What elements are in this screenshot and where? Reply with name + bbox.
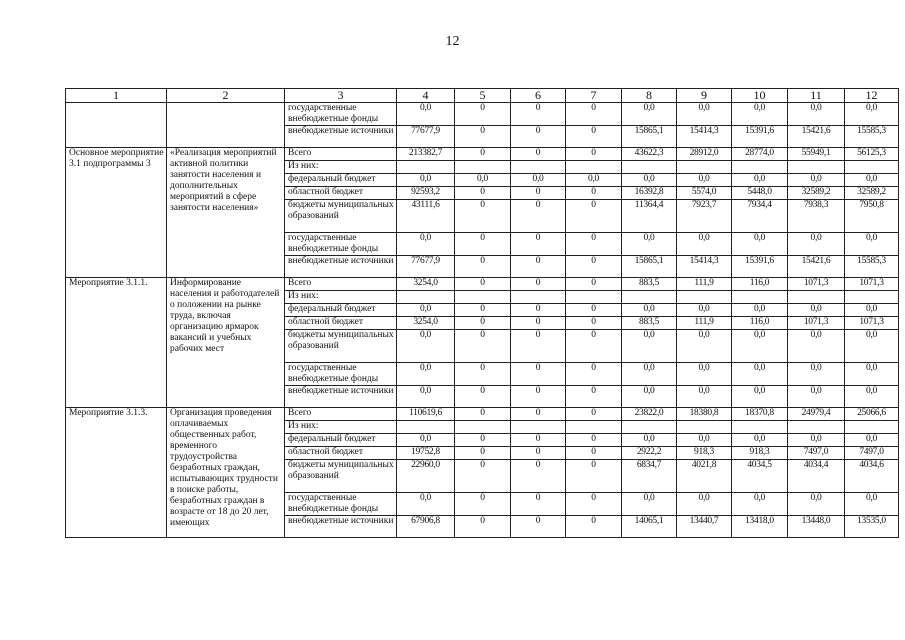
value-cell [622,161,677,174]
funding-source-cell: областной бюджет [285,187,397,200]
value-cell [677,291,732,304]
value-cell: 0,0 [622,233,677,256]
value-cell: 0,0 [788,434,845,447]
value-cell: 16392,8 [622,187,677,200]
value-cell: 5574,0 [677,187,732,200]
funding-source-cell: бюджеты муниципальных образований [285,330,397,363]
column-header: 10 [732,89,788,103]
value-cell [455,421,511,434]
activity-description-cell [167,103,285,148]
value-cell: 0,0 [397,103,455,126]
value-cell: 0 [511,200,566,233]
table-row [66,408,899,421]
value-cell [732,291,788,304]
column-header: 5 [455,89,511,103]
value-cell: 0 [511,317,566,330]
value-cell: 15421,6 [788,256,845,278]
value-cell: 0 [455,363,511,386]
column-header: 7 [566,89,622,103]
value-cell [455,291,511,304]
value-cell: 0 [566,386,622,408]
value-cell [397,421,455,434]
value-cell: 0 [511,103,566,126]
value-cell: 0,0 [788,304,845,317]
value-cell: 56125,3 [845,148,899,161]
value-cell: 0,0 [788,386,845,408]
value-cell: 4034,4 [788,460,845,493]
value-cell [566,291,622,304]
value-cell: 0 [566,187,622,200]
value-cell: 0 [566,516,622,538]
value-cell: 14065,1 [622,516,677,538]
funding-source-cell: внебюджетные источники [285,256,397,278]
value-cell: 0,0 [788,174,845,187]
column-header: 11 [788,89,845,103]
value-cell: 0 [511,148,566,161]
value-cell: 0 [511,516,566,538]
value-cell: 0,0 [732,363,788,386]
value-cell: 2922,2 [622,447,677,460]
value-cell: 110619,6 [397,408,455,421]
value-cell: 11364,4 [622,200,677,233]
value-cell: 4034,5 [732,460,788,493]
value-cell: 0,0 [397,304,455,317]
value-cell: 0,0 [677,434,732,447]
value-cell: 28774,0 [732,148,788,161]
value-cell [788,421,845,434]
value-cell: 7938,3 [788,200,845,233]
funding-source-cell: внебюджетные источники [285,516,397,538]
value-cell: 0,0 [622,434,677,447]
value-cell: 0 [566,304,622,317]
value-cell: 111,9 [677,278,732,291]
value-cell: 55949,1 [788,148,845,161]
value-cell: 0,0 [845,493,899,516]
funding-source-cell: государственные внебюджетные фонды [285,493,397,516]
value-cell [732,161,788,174]
value-cell: 0,0 [677,493,732,516]
table-row [66,103,899,126]
column-header: 2 [167,89,285,103]
value-cell: 3254,0 [397,317,455,330]
value-cell: 0,0 [732,233,788,256]
value-cell: 0,0 [677,174,732,187]
value-cell: 0,0 [622,386,677,408]
value-cell: 43111,6 [397,200,455,233]
value-cell: 0 [455,233,511,256]
value-cell: 0,0 [677,363,732,386]
value-cell [788,161,845,174]
activity-description-cell: «Реализация мероприятий активной политики занятости населения и дополнительных мероприятий в сфере занятости населения» [167,148,285,278]
value-cell: 116,0 [732,278,788,291]
funding-source-cell: государственные внебюджетные фонды [285,233,397,256]
activity-name-cell [66,103,167,148]
funding-source-cell: федеральный бюджет [285,174,397,187]
value-cell: 0,0 [677,233,732,256]
value-cell: 0 [511,408,566,421]
value-cell: 0 [455,330,511,363]
value-cell: 0 [566,493,622,516]
value-cell: 15585,3 [845,126,899,148]
value-cell: 0 [511,460,566,493]
funding-source-cell: государственные внебюджетные фонды [285,363,397,386]
value-cell: 0 [511,256,566,278]
value-cell: 0,0 [732,434,788,447]
value-cell: 15391,6 [732,126,788,148]
value-cell: 0 [455,493,511,516]
value-cell: 116,0 [732,317,788,330]
funding-source-cell: Всего [285,278,397,291]
funding-source-cell: Из них: [285,291,397,304]
value-cell: 918,3 [677,447,732,460]
value-cell: 3254,0 [397,278,455,291]
value-cell: 0,0 [397,434,455,447]
value-cell: 0 [566,126,622,148]
value-cell: 0 [455,386,511,408]
value-cell: 0,0 [511,174,566,187]
value-cell: 0 [566,233,622,256]
value-cell [566,421,622,434]
value-cell: 28912,0 [677,148,732,161]
value-cell: 0,0 [732,174,788,187]
value-cell: 0 [566,460,622,493]
funding-source-cell: Всего [285,408,397,421]
value-cell: 13418,0 [732,516,788,538]
value-cell: 0 [455,103,511,126]
value-cell: 7923,7 [677,200,732,233]
value-cell [397,161,455,174]
value-cell: 0,0 [845,386,899,408]
value-cell: 0,0 [677,386,732,408]
value-cell: 0 [566,200,622,233]
value-cell: 0,0 [788,330,845,363]
value-cell: 0,0 [788,363,845,386]
value-cell: 0,0 [677,330,732,363]
value-cell: 0,0 [397,386,455,408]
value-cell: 18370,8 [732,408,788,421]
value-cell: 0 [455,304,511,317]
value-cell: 0,0 [732,304,788,317]
value-cell: 18380,8 [677,408,732,421]
value-cell: 0 [455,278,511,291]
column-header: 6 [511,89,566,103]
activity-description-cell: Организация проведения оплачиваемых общественных работ, временного трудоустройства безработных граждан, испытывающих трудности в поиске работы, безработных граждан в возрасте от 18 до 20 лет, имеющих [167,408,285,538]
funding-source-cell: Из них: [285,421,397,434]
activity-name-cell: Основное мероприятие 3.1 подпрограммы 3 [66,148,167,278]
value-cell: 0 [455,256,511,278]
value-cell: 0 [455,148,511,161]
value-cell: 0 [455,200,511,233]
table-body [66,103,899,538]
value-cell: 0 [455,447,511,460]
value-cell: 0,0 [732,493,788,516]
value-cell: 0 [566,148,622,161]
value-cell: 0 [455,317,511,330]
value-cell: 0,0 [622,103,677,126]
value-cell: 0,0 [677,103,732,126]
value-cell: 0 [511,434,566,447]
funding-source-cell: бюджеты муниципальных образований [285,200,397,233]
value-cell: 0,0 [566,174,622,187]
value-cell: 918,3 [732,447,788,460]
value-cell: 1071,3 [845,317,899,330]
value-cell [845,161,899,174]
funding-source-cell: федеральный бюджет [285,304,397,317]
value-cell: 0 [511,233,566,256]
value-cell: 0,0 [845,363,899,386]
value-cell: 213382,7 [397,148,455,161]
column-header: 12 [845,89,899,103]
funding-source-cell: областной бюджет [285,317,397,330]
value-cell [845,291,899,304]
funding-source-cell: внебюджетные источники [285,126,397,148]
value-cell [511,161,566,174]
activity-name-cell: Мероприятие 3.1.3. [66,408,167,538]
value-cell: 0 [511,493,566,516]
value-cell: 0,0 [788,103,845,126]
value-cell: 0 [566,103,622,126]
value-cell [845,421,899,434]
value-cell: 0,0 [845,103,899,126]
value-cell: 15865,1 [622,256,677,278]
value-cell: 1071,3 [788,317,845,330]
value-cell: 0 [511,386,566,408]
header-row [66,89,899,103]
value-cell: 0 [511,363,566,386]
value-cell: 0 [566,363,622,386]
value-cell: 0 [511,304,566,317]
value-cell: 0,0 [397,233,455,256]
value-cell: 13440,7 [677,516,732,538]
value-cell: 0,0 [397,363,455,386]
value-cell [511,421,566,434]
value-cell: 13448,0 [788,516,845,538]
value-cell: 77677,9 [397,256,455,278]
value-cell: 43622,3 [622,148,677,161]
value-cell: 15414,3 [677,256,732,278]
page-number: 12 [445,34,460,49]
value-cell: 24979,4 [788,408,845,421]
value-cell: 0,0 [845,330,899,363]
value-cell: 0 [566,278,622,291]
value-cell: 15391,6 [732,256,788,278]
value-cell: 4021,8 [677,460,732,493]
value-cell: 0,0 [622,493,677,516]
value-cell [397,291,455,304]
value-cell: 0,0 [397,174,455,187]
table-row [66,148,899,161]
value-cell: 23822,0 [622,408,677,421]
value-cell [566,161,622,174]
value-cell: 7497,0 [845,447,899,460]
value-cell: 0 [566,330,622,363]
value-cell: 0,0 [622,304,677,317]
value-cell: 0,0 [622,330,677,363]
activity-description-cell: Информирование населения и работодателей о положении на рынке труда, включая организацию ярмарок вакансий и учебных рабочих мест [167,278,285,408]
value-cell: 0 [511,126,566,148]
value-cell: 0 [566,434,622,447]
value-cell: 19752,8 [397,447,455,460]
value-cell: 0 [566,317,622,330]
value-cell: 25066,6 [845,408,899,421]
value-cell: 0,0 [455,174,511,187]
value-cell: 0 [511,278,566,291]
value-cell: 0,0 [622,174,677,187]
value-cell: 0 [455,408,511,421]
value-cell: 15865,1 [622,126,677,148]
value-cell: 0,0 [845,434,899,447]
value-cell: 7497,0 [788,447,845,460]
value-cell: 22960,0 [397,460,455,493]
funding-source-cell: внебюджетные источники [285,386,397,408]
value-cell [732,421,788,434]
funding-source-cell: Всего [285,148,397,161]
value-cell: 1071,3 [845,278,899,291]
value-cell [622,421,677,434]
funding-source-cell: бюджеты муниципальных образований [285,460,397,493]
value-cell: 0 [455,460,511,493]
value-cell: 0 [455,434,511,447]
funding-source-cell: областной бюджет [285,447,397,460]
value-cell [511,291,566,304]
value-cell: 0 [455,126,511,148]
value-cell: 0 [455,516,511,538]
value-cell: 13535,0 [845,516,899,538]
funding-source-cell: государственные внебюджетные фонды [285,103,397,126]
value-cell: 0,0 [732,386,788,408]
value-cell [455,161,511,174]
value-cell: 0 [511,187,566,200]
column-header: 3 [285,89,397,103]
funding-source-cell: Из них: [285,161,397,174]
value-cell: 0 [511,447,566,460]
column-header: 4 [397,89,455,103]
value-cell: 0,0 [788,493,845,516]
value-cell: 5448,0 [732,187,788,200]
value-cell: 0 [566,256,622,278]
value-cell: 0,0 [397,330,455,363]
value-cell: 0,0 [845,233,899,256]
value-cell: 15585,3 [845,256,899,278]
value-cell [677,161,732,174]
funding-source-cell: федеральный бюджет [285,434,397,447]
value-cell: 0 [566,447,622,460]
table-row [66,278,899,291]
value-cell [677,421,732,434]
value-cell: 7950,8 [845,200,899,233]
value-cell: 883,5 [622,278,677,291]
value-cell: 0,0 [845,304,899,317]
value-cell: 15414,3 [677,126,732,148]
value-cell: 77677,9 [397,126,455,148]
value-cell: 0,0 [677,304,732,317]
value-cell: 7934,4 [732,200,788,233]
value-cell: 111,9 [677,317,732,330]
value-cell: 0,0 [622,363,677,386]
value-cell: 0 [566,408,622,421]
value-cell: 67906,8 [397,516,455,538]
value-cell: 0,0 [788,233,845,256]
value-cell: 15421,6 [788,126,845,148]
column-header: 8 [622,89,677,103]
value-cell: 0 [455,187,511,200]
value-cell: 92593,2 [397,187,455,200]
value-cell: 0,0 [845,174,899,187]
column-header: 9 [677,89,732,103]
value-cell: 32589,2 [845,187,899,200]
value-cell [622,291,677,304]
value-cell: 0,0 [732,103,788,126]
value-cell: 0,0 [732,330,788,363]
value-cell [788,291,845,304]
value-cell: 0,0 [397,493,455,516]
value-cell: 883,5 [622,317,677,330]
activity-name-cell: Мероприятие 3.1.1. [66,278,167,408]
value-cell: 32589,2 [788,187,845,200]
value-cell: 0 [511,330,566,363]
value-cell: 4034,6 [845,460,899,493]
column-header: 1 [66,89,167,103]
value-cell: 6834,7 [622,460,677,493]
budget-table [65,88,899,538]
value-cell: 1071,3 [788,278,845,291]
